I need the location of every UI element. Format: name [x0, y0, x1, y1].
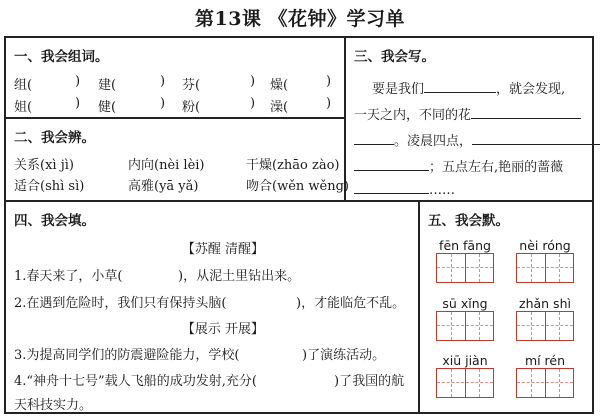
fill-question-4-cont: 天科技实力。: [14, 398, 93, 413]
word-item: 燥(: [270, 78, 289, 93]
fill-question-1: 1.春天来了，小草(: [14, 269, 123, 284]
write-line-2: [354, 104, 581, 123]
word-item: 芬(: [182, 78, 201, 93]
word-pair-2: 【展示 开展】: [181, 322, 265, 337]
pinyin-choice: 高雅(yā yǎ): [128, 179, 199, 194]
writing-grid[interactable]: [436, 253, 494, 283]
pinyin-label: sū xǐng: [442, 296, 488, 311]
fill-blank[interactable]: [354, 158, 429, 171]
fill-blank[interactable]: [471, 106, 581, 119]
write-text: ，就会发现,: [496, 82, 566, 97]
word-pair-1: 【苏醒 清醒】: [181, 242, 265, 257]
pinyin-choice: 内向(nèi lèi): [128, 158, 205, 173]
writing-grid[interactable]: [516, 368, 574, 398]
fill-blank[interactable]: [472, 132, 600, 145]
fill-question-3: 3.为提高同学们的防震避险能力，学校(: [14, 348, 240, 363]
word-item: 健(: [98, 100, 117, 115]
writing-grid[interactable]: [516, 253, 574, 283]
pinyin-label: xiū jiàn: [442, 353, 488, 368]
writing-grid[interactable]: [436, 311, 494, 341]
fill-question-2-end: )，才能临危不乱。: [296, 296, 406, 311]
word-item: 组(: [14, 78, 33, 93]
pinyin-label: nèi róng: [519, 238, 571, 253]
word-item-close: ): [250, 74, 256, 89]
section-heading-3: 三、我会写。: [354, 49, 435, 65]
fill-blank[interactable]: [354, 181, 429, 194]
write-text: 一天之内，不同的花: [354, 108, 472, 123]
fill-blank[interactable]: [424, 80, 496, 93]
section-heading-1: 一、我会组词。: [14, 49, 109, 65]
fill-question-2: 2.在遇到危险时，我们只有保持头脑(: [14, 296, 227, 311]
word-item-close: ): [75, 96, 81, 111]
writing-grid[interactable]: [436, 368, 494, 398]
divider-s1-s2: [5, 117, 344, 119]
divider-vertical-bottom: [418, 200, 420, 413]
write-text: ；五点左右,艳丽的蔷薇: [429, 160, 564, 175]
writing-grid[interactable]: [516, 311, 574, 341]
pinyin-choice: 干燥(zhāo zào): [246, 158, 340, 173]
pinyin-choice: 关系(xì jì): [14, 158, 74, 173]
write-line-4: [354, 156, 563, 175]
write-text: 。凌晨四点，: [394, 134, 473, 149]
pinyin-choice: 吻合(wěn wěng): [246, 179, 349, 194]
pinyin-choice: 适合(shì sì): [14, 179, 85, 194]
fill-question-1-end: )，从泥土里钻出来。: [178, 269, 301, 284]
word-item: 姐(: [14, 100, 33, 115]
write-line-3: [354, 130, 600, 149]
write-line-5: [354, 181, 455, 198]
pinyin-label: fēn fāng: [439, 238, 491, 253]
write-text: ……: [429, 183, 455, 198]
word-item: 粉(: [182, 100, 201, 115]
word-item-close: ): [250, 96, 256, 111]
word-item-close: ): [326, 74, 332, 89]
fill-question-4-end: )了我国的航: [334, 374, 405, 389]
write-line-1: [372, 78, 565, 97]
pinyin-label: mí rén: [524, 353, 566, 368]
fill-question-4: 4.“神舟十七号”载人飞船的成功发射,充分(: [14, 374, 257, 389]
fill-question-3-end: )了演练活动。: [302, 348, 386, 363]
fill-blank[interactable]: [354, 132, 394, 145]
section-heading-2: 二、我会辨。: [14, 130, 95, 146]
pinyin-label: zhǎn shì: [519, 296, 571, 311]
divider-top-bottom: [5, 200, 593, 202]
word-item: 建(: [98, 78, 117, 93]
word-item-close: ): [326, 96, 332, 111]
write-text: 要是我们: [372, 82, 425, 97]
page-title: 第13课 《花钟》学习单: [194, 8, 406, 30]
section-heading-5: 五、我会默。: [428, 213, 509, 229]
section-heading-4: 四、我会填。: [14, 213, 95, 229]
word-item-close: ): [160, 96, 166, 111]
word-item-close: ): [160, 74, 166, 89]
word-item: 澡(: [270, 100, 289, 115]
word-item-close: ): [75, 74, 81, 89]
